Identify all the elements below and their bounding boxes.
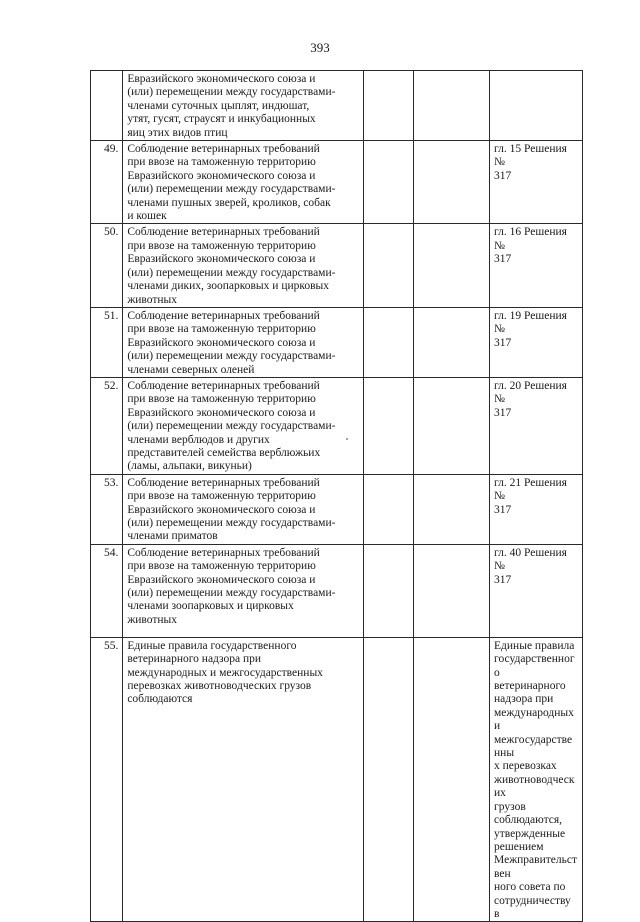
requirement-line: перевозках животноводческих грузов: [127, 680, 312, 693]
table-row: [91, 141, 583, 224]
row-number: 54.: [91, 544, 123, 637]
reference-line: 317: [494, 573, 512, 586]
empty-cell-a: [363, 71, 414, 141]
requirement-cell: [123, 474, 363, 544]
reference-line: решением: [494, 840, 544, 853]
reference-line: 317: [494, 406, 512, 419]
requirement-line: Евразийского экономического союза и: [127, 406, 316, 419]
requirement-line: (или) перемещении между государствами-: [127, 420, 336, 433]
table-row: [91, 377, 583, 474]
requirement-line: представителей семейства верблюжьих: [127, 446, 321, 459]
empty-cell-a: [363, 544, 414, 637]
reference-cell: [490, 71, 583, 141]
requirement-line: членами северных оленей: [127, 363, 255, 376]
requirement-line: Евразийского экономического союза и: [127, 573, 316, 586]
reference-cell: [490, 377, 583, 474]
reference-line: ветеринарного: [494, 680, 566, 693]
requirement-line: животных: [127, 613, 178, 626]
reference-line: гл. 19 Решения №: [494, 309, 567, 336]
requirement-line: (или) перемещении между государствами-: [127, 86, 336, 99]
requirement-line: членами диких, зоопарковых и цирковых: [127, 280, 330, 293]
row-number: 55.: [91, 637, 123, 922]
reference-line: Межправительствен: [494, 854, 577, 880]
table-row: [91, 307, 583, 377]
requirement-line: членами приматов: [127, 530, 218, 543]
reference-line: 317: [494, 336, 512, 349]
reference-line: гл. 15 Решения №: [494, 143, 567, 169]
reference-line: гл. 20 Решения №: [494, 379, 567, 406]
reference-line: грузов: [494, 800, 526, 813]
requirement-line: Соблюдение ветеринарных требований: [127, 476, 320, 489]
reference-cell: [490, 307, 583, 377]
empty-cell-b: [414, 224, 490, 307]
reference-line: 317: [494, 253, 512, 266]
reference-line: сотрудничеству в: [494, 894, 571, 920]
reference-cell: [490, 544, 583, 637]
reference-line: животноводческих: [494, 773, 575, 800]
table-row: [91, 637, 583, 922]
table-row: [91, 224, 583, 307]
reference-line: соблюдаются,: [494, 814, 563, 827]
requirement-line: и кошек: [127, 210, 167, 223]
empty-cell-b: [414, 637, 490, 922]
requirement-line: Евразийского экономического союза и: [127, 503, 316, 516]
reference-cell: [490, 224, 583, 307]
empty-cell-b: [414, 377, 490, 474]
reference-line: утвержденные: [494, 827, 566, 840]
requirement-line: членами верблюдов и других: [127, 433, 270, 446]
table-row: [91, 71, 583, 141]
requirement-line: при ввозе на таможенную территорию: [127, 393, 316, 406]
requirement-line: Евразийского экономического союза и: [127, 73, 316, 85]
empty-cell-a: [363, 637, 414, 922]
reference-line: х перевозках: [494, 760, 557, 773]
requirement-line: утят, гусят, страусят и инкубационных: [127, 113, 316, 126]
requirement-line: при ввозе на таможенную территорию: [127, 323, 316, 336]
requirements-table: [90, 70, 583, 922]
empty-cell-b: [414, 71, 490, 141]
reference-line: государственного: [494, 653, 575, 679]
requirement-line: при ввозе на таможенную территорию: [127, 156, 316, 169]
requirement-line: членами зоопарковых и цирковых: [127, 600, 294, 613]
requirement-line: членами суточных цыплят, индюшат,: [127, 99, 310, 112]
requirement-cell: [123, 377, 363, 474]
reference-line: ного совета по: [494, 881, 566, 894]
reference-line: 317: [494, 169, 512, 182]
row-number: 49.: [91, 141, 123, 224]
reference-line: международных и: [494, 706, 574, 733]
requirement-line: при ввозе на таможенную территорию: [127, 560, 316, 573]
reference-line: Единые правила: [494, 639, 575, 652]
requirement-line: при ввозе на таможенную территорию: [127, 490, 316, 503]
table-row: [91, 544, 583, 637]
requirement-line: соблюдаются: [127, 693, 193, 706]
reference-line: надзора при: [494, 693, 554, 706]
requirement-line: международных и межгосударственных: [127, 666, 323, 679]
empty-cell-b: [414, 544, 490, 637]
requirement-line: Единые правила государственного: [127, 639, 297, 652]
requirement-line: животных: [127, 293, 178, 306]
reference-line: гл. 40 Решения №: [494, 546, 567, 573]
requirement-cell: [123, 71, 363, 141]
row-number: 50.: [91, 224, 123, 307]
requirement-line: (или) перемещении между государствами-: [127, 266, 336, 279]
requirement-cell: [123, 307, 363, 377]
requirement-line: Соблюдение ветеринарных требований: [127, 143, 320, 156]
reference-cell: [490, 474, 583, 544]
requirement-line: (или) перемещении между государствами-: [127, 350, 336, 363]
requirement-line: Соблюдение ветеринарных требований: [127, 309, 320, 322]
requirement-line: Евразийского экономического союза и: [127, 169, 316, 182]
empty-cell-b: [414, 474, 490, 544]
requirement-line: Евразийского экономического союза и: [127, 336, 316, 349]
empty-cell-a: [363, 377, 414, 474]
row-number: [91, 71, 123, 141]
page-number: 393: [310, 40, 330, 55]
requirement-line: Соблюдение ветеринарных требований: [127, 379, 320, 392]
table-row: [91, 474, 583, 544]
requirement-line: яиц этих видов птиц: [127, 126, 228, 139]
requirement-line: Соблюдение ветеринарных требований: [127, 546, 320, 559]
row-number: 52.: [91, 377, 123, 474]
requirement-line: при ввозе на таможенную территорию: [127, 239, 316, 252]
requirement-line: (ламы, альпаки, викуньи): [127, 460, 252, 473]
requirement-line: Соблюдение ветеринарных требований: [127, 226, 320, 239]
reference-line: межгосударственны: [494, 733, 573, 760]
empty-cell-a: [363, 224, 414, 307]
requirement-cell: [123, 141, 363, 224]
requirement-cell: [123, 637, 363, 922]
requirement-line: ветеринарного надзора при: [127, 653, 262, 666]
requirement-line: членами пушных зверей, кроликов, собак: [127, 196, 331, 209]
requirement-cell: [123, 544, 363, 637]
empty-cell-b: [414, 141, 490, 224]
row-number: 51.: [91, 307, 123, 377]
requirement-line: (или) перемещении между государствами-: [127, 183, 336, 196]
requirement-line: (или) перемещении между государствами-: [127, 517, 336, 529]
reference-line: гл. 16 Решения №: [494, 226, 567, 252]
scan-speck: [346, 438, 348, 440]
requirement-cell: [123, 224, 363, 307]
empty-cell-a: [363, 141, 414, 224]
reference-cell: [490, 141, 583, 224]
reference-cell: [490, 637, 583, 922]
empty-cell-a: [363, 307, 414, 377]
reference-line: гл. 21 Решения №: [494, 476, 567, 503]
requirement-line: Евразийского экономического союза и: [127, 253, 316, 266]
row-number: 53.: [91, 474, 123, 544]
requirement-line: (или) перемещении между государствами-: [127, 587, 336, 600]
empty-cell-b: [414, 307, 490, 377]
reference-line: 317: [494, 503, 512, 516]
empty-cell-a: [363, 474, 414, 544]
